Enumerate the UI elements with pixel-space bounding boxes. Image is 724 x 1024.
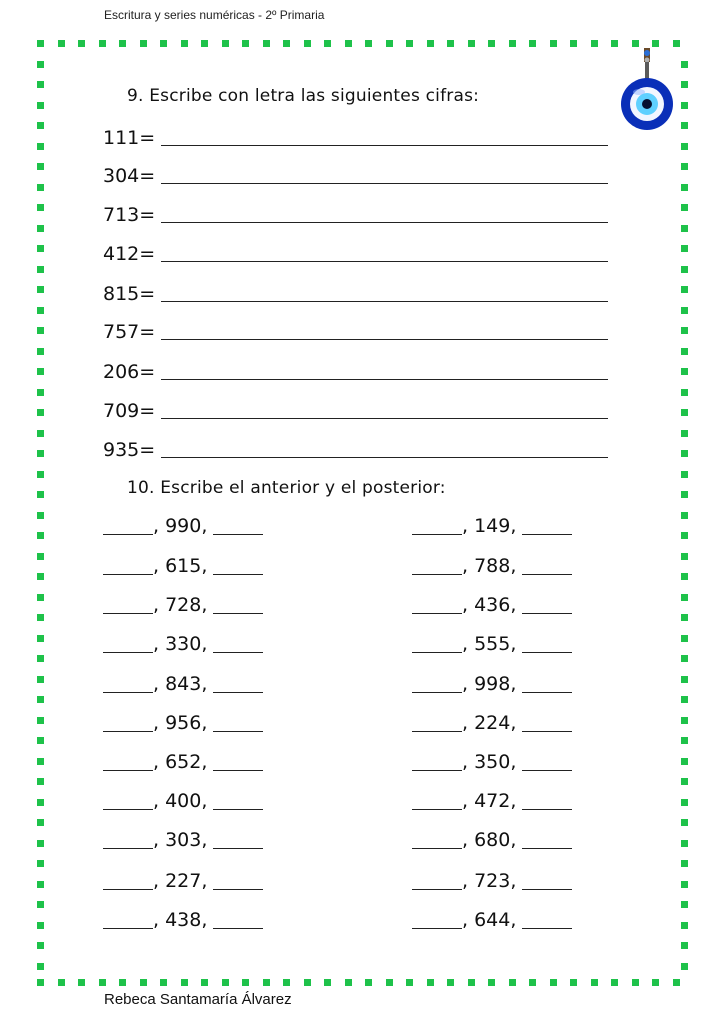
border-dot [365, 979, 372, 986]
answer-line[interactable] [161, 222, 608, 223]
previous-number-blank[interactable] [412, 830, 462, 849]
number-label: 206= [103, 361, 156, 383]
border-dot [406, 979, 413, 986]
border-dot [37, 40, 44, 47]
border-dot [681, 450, 688, 457]
answer-line[interactable] [161, 183, 608, 184]
border-dot [447, 40, 454, 47]
border-dot [99, 40, 106, 47]
border-dot [681, 573, 688, 580]
border-dot [673, 40, 680, 47]
number-label: 111= [103, 127, 156, 149]
border-dot [37, 491, 44, 498]
given-number: 227 [165, 870, 202, 892]
border-dot [37, 81, 44, 88]
border-dot [37, 655, 44, 662]
answer-line[interactable] [161, 339, 608, 340]
given-number: 652 [165, 751, 202, 773]
border-dot [99, 979, 106, 986]
sequence-item: , 615, [103, 555, 263, 577]
border-dot [37, 979, 44, 986]
border-dot [345, 40, 352, 47]
border-dot [37, 676, 44, 683]
border-dot [681, 922, 688, 929]
next-number-blank[interactable] [522, 516, 572, 535]
border-dot [37, 450, 44, 457]
border-dot [37, 245, 44, 252]
border-dot [550, 979, 557, 986]
number-row [103, 361, 161, 385]
number-label: 757= [103, 321, 156, 343]
given-number: 843 [165, 673, 202, 695]
given-number: 644 [474, 909, 511, 931]
border-dot [681, 368, 688, 375]
border-dot [119, 979, 126, 986]
number-label: 815= [103, 283, 156, 305]
number-label: 412= [103, 243, 156, 265]
border-dot [681, 102, 688, 109]
previous-number-blank[interactable] [412, 674, 462, 693]
border-dot [304, 40, 311, 47]
border-dot [37, 758, 44, 765]
next-number-blank[interactable] [522, 871, 572, 890]
sequence-item: , 680, [412, 829, 572, 851]
sequence-item: , 788, [412, 555, 572, 577]
border-dot [263, 40, 270, 47]
border-dot [681, 327, 688, 334]
answer-line[interactable] [161, 379, 608, 380]
border-dot [37, 102, 44, 109]
next-number-blank[interactable] [522, 713, 572, 732]
next-number-blank[interactable] [522, 910, 572, 929]
previous-number-blank[interactable] [412, 791, 462, 810]
border-dot [37, 717, 44, 724]
next-number-blank[interactable] [213, 791, 263, 810]
border-dot [681, 81, 688, 88]
border-dot [681, 430, 688, 437]
border-dot [681, 655, 688, 662]
border-dot [37, 225, 44, 232]
previous-number-blank[interactable] [103, 830, 153, 849]
border-dot [345, 979, 352, 986]
given-number: 472 [474, 790, 511, 812]
number-label: 713= [103, 204, 156, 226]
border-dot [681, 819, 688, 826]
border-dot [681, 266, 688, 273]
border-dot [37, 553, 44, 560]
border-dot [263, 979, 270, 986]
border-dot [37, 532, 44, 539]
border-dot [37, 819, 44, 826]
number-row [103, 243, 161, 267]
number-row [103, 165, 161, 189]
border-dot [681, 184, 688, 191]
border-dot [37, 922, 44, 929]
number-row [103, 439, 161, 463]
given-number: 990 [165, 515, 202, 537]
sequence-item: , 728, [103, 594, 263, 616]
border-dot [591, 40, 598, 47]
border-dot [58, 40, 65, 47]
given-number: 788 [474, 555, 511, 577]
previous-number-blank[interactable] [412, 595, 462, 614]
next-number-blank[interactable] [213, 752, 263, 771]
border-dot [681, 204, 688, 211]
border-dot [681, 286, 688, 293]
border-dot [447, 979, 454, 986]
border-dot [681, 594, 688, 601]
border-dot [37, 614, 44, 621]
border-dot [529, 979, 536, 986]
next-number-blank[interactable] [213, 556, 263, 575]
border-dot [673, 979, 680, 986]
border-dot [37, 594, 44, 601]
next-number-blank[interactable] [213, 871, 263, 890]
border-dot [283, 979, 290, 986]
next-number-blank[interactable] [213, 910, 263, 929]
previous-number-blank[interactable] [412, 910, 462, 929]
sequence-item: , 330, [103, 633, 263, 655]
answer-line[interactable] [161, 301, 608, 302]
border-dot [37, 471, 44, 478]
border-dot [488, 40, 495, 47]
border-dot [632, 979, 639, 986]
border-dot [681, 389, 688, 396]
previous-number-blank[interactable] [103, 752, 153, 771]
next-number-blank[interactable] [213, 595, 263, 614]
border-dot [242, 979, 249, 986]
border-dot [570, 40, 577, 47]
border-dot [78, 40, 85, 47]
border-dot [681, 491, 688, 498]
border-dot [160, 979, 167, 986]
border-dot [140, 979, 147, 986]
border-dot [37, 348, 44, 355]
border-dot [37, 901, 44, 908]
given-number: 728 [165, 594, 202, 616]
border-dot [37, 696, 44, 703]
border-dot [681, 143, 688, 150]
next-number-blank[interactable] [213, 830, 263, 849]
sequence-item: , 438, [103, 909, 263, 931]
previous-number-blank[interactable] [412, 516, 462, 535]
border-dot [681, 61, 688, 68]
border-dot [681, 307, 688, 314]
previous-number-blank[interactable] [412, 752, 462, 771]
next-number-blank[interactable] [213, 634, 263, 653]
number-row [103, 204, 161, 228]
border-dot [681, 122, 688, 129]
border-dot [509, 40, 516, 47]
previous-number-blank[interactable] [103, 791, 153, 810]
number-row [103, 127, 161, 151]
next-number-blank[interactable] [213, 674, 263, 693]
number-row [103, 283, 161, 307]
border-dot [201, 40, 208, 47]
sequence-item: , 723, [412, 870, 572, 892]
border-dot [160, 40, 167, 47]
border-dot [681, 717, 688, 724]
sequence-item: , 843, [103, 673, 263, 695]
previous-number-blank[interactable] [103, 595, 153, 614]
border-dot [681, 348, 688, 355]
border-dot [427, 979, 434, 986]
given-number: 330 [165, 633, 202, 655]
border-dot [181, 40, 188, 47]
border-dot [509, 979, 516, 986]
border-dot [324, 40, 331, 47]
previous-number-blank[interactable] [412, 634, 462, 653]
next-number-blank[interactable] [522, 674, 572, 693]
given-number: 350 [474, 751, 511, 773]
border-dot [550, 40, 557, 47]
given-number: 956 [165, 712, 202, 734]
given-number: 680 [474, 829, 511, 851]
border-dot [681, 696, 688, 703]
previous-number-blank[interactable] [412, 871, 462, 890]
border-dot [681, 963, 688, 970]
border-dot [632, 40, 639, 47]
sequence-item: , 350, [412, 751, 572, 773]
border-dot [681, 799, 688, 806]
border-dot [427, 40, 434, 47]
border-dot [652, 979, 659, 986]
sequence-item: , 652, [103, 751, 263, 773]
border-dot [611, 979, 618, 986]
border-dot [242, 40, 249, 47]
next-number-blank[interactable] [522, 752, 572, 771]
border-dot [681, 778, 688, 785]
border-dot [611, 40, 618, 47]
given-number: 998 [474, 673, 511, 695]
border-dot [37, 286, 44, 293]
page-footer-author: Rebeca Santamaría Álvarez [104, 991, 292, 1008]
given-number: 303 [165, 829, 202, 851]
previous-number-blank[interactable] [103, 674, 153, 693]
border-dot [37, 635, 44, 642]
border-dot [681, 860, 688, 867]
given-number: 438 [165, 909, 202, 931]
given-number: 723 [474, 870, 511, 892]
border-dot [468, 40, 475, 47]
sequence-item: , 956, [103, 712, 263, 734]
sequence-item: , 227, [103, 870, 263, 892]
sequence-item: , 149, [412, 515, 572, 537]
number-row [103, 400, 161, 424]
border-dot [681, 471, 688, 478]
next-number-blank[interactable] [522, 556, 572, 575]
number-row [103, 321, 161, 345]
number-label: 709= [103, 400, 156, 422]
border-dot [37, 266, 44, 273]
page-header: Escritura y series numéricas - 2º Primaria [104, 8, 325, 22]
border-dot [681, 614, 688, 621]
border-dot [488, 979, 495, 986]
border-dot [37, 778, 44, 785]
border-dot [37, 327, 44, 334]
sequence-item: , 224, [412, 712, 572, 734]
number-label: 304= [103, 165, 156, 187]
border-dot [37, 840, 44, 847]
border-dot [681, 635, 688, 642]
border-dot [681, 840, 688, 847]
border-dot [283, 40, 290, 47]
border-dot [37, 122, 44, 129]
border-dot [37, 143, 44, 150]
border-dot [37, 881, 44, 888]
border-dot [78, 979, 85, 986]
border-dot [681, 532, 688, 539]
border-dot [681, 942, 688, 949]
border-dot [681, 676, 688, 683]
border-dot [37, 409, 44, 416]
border-dot [140, 40, 147, 47]
border-dot [201, 979, 208, 986]
border-dot [681, 512, 688, 519]
given-number: 615 [165, 555, 202, 577]
sequence-item: , 436, [412, 594, 572, 616]
previous-number-blank[interactable] [103, 871, 153, 890]
sequence-item: , 990, [103, 515, 263, 537]
given-number: 555 [474, 633, 511, 655]
sequence-item: , 472, [412, 790, 572, 812]
next-number-blank[interactable] [522, 830, 572, 849]
border-dot [681, 737, 688, 744]
previous-number-blank[interactable] [103, 516, 153, 535]
border-dot [37, 573, 44, 580]
border-dot [37, 368, 44, 375]
border-dot [652, 40, 659, 47]
next-number-blank[interactable] [522, 595, 572, 614]
border-dot [37, 430, 44, 437]
sequence-item: , 400, [103, 790, 263, 812]
answer-line[interactable] [161, 261, 608, 262]
border-dot [37, 204, 44, 211]
border-dot [591, 979, 598, 986]
border-dot [304, 979, 311, 986]
given-number: 149 [474, 515, 511, 537]
nazar-evil-eye-amulet-icon [620, 48, 674, 132]
previous-number-blank[interactable] [103, 910, 153, 929]
sequence-item: , 998, [412, 673, 572, 695]
border-dot [37, 184, 44, 191]
border-dot [37, 307, 44, 314]
border-dot [181, 979, 188, 986]
border-dot [37, 963, 44, 970]
border-dot [386, 40, 393, 47]
border-dot [681, 245, 688, 252]
next-number-blank[interactable] [522, 791, 572, 810]
border-dot [37, 61, 44, 68]
border-dot [324, 979, 331, 986]
next-number-blank[interactable] [522, 634, 572, 653]
next-number-blank[interactable] [213, 516, 263, 535]
border-dot [681, 901, 688, 908]
border-dot [222, 40, 229, 47]
border-dot [119, 40, 126, 47]
previous-number-blank[interactable] [103, 556, 153, 575]
border-dot [468, 979, 475, 986]
border-dot [365, 40, 372, 47]
border-dot [529, 40, 536, 47]
border-dot [222, 979, 229, 986]
border-dot [37, 799, 44, 806]
border-dot [681, 225, 688, 232]
previous-number-blank[interactable] [103, 713, 153, 732]
border-dot [37, 737, 44, 744]
given-number: 400 [165, 790, 202, 812]
answer-line[interactable] [161, 457, 608, 458]
border-dot [58, 979, 65, 986]
given-number: 436 [474, 594, 511, 616]
border-dot [37, 860, 44, 867]
border-dot [681, 758, 688, 765]
exercise-9-title: 9. Escribe con letra las siguientes cifras: [127, 86, 480, 106]
border-dot [681, 881, 688, 888]
border-dot [681, 409, 688, 416]
border-dot [681, 553, 688, 560]
border-dot [386, 979, 393, 986]
previous-number-blank[interactable] [103, 634, 153, 653]
border-dot [570, 979, 577, 986]
border-dot [681, 163, 688, 170]
border-dot [406, 40, 413, 47]
border-dot [37, 389, 44, 396]
exercise-10-title: 10. Escribe el anterior y el posterior: [127, 478, 446, 498]
next-number-blank[interactable] [213, 713, 263, 732]
previous-number-blank[interactable] [412, 713, 462, 732]
sequence-item: , 303, [103, 829, 263, 851]
border-dot [37, 512, 44, 519]
given-number: 224 [474, 712, 511, 734]
border-dot [37, 942, 44, 949]
answer-line[interactable] [161, 145, 608, 146]
previous-number-blank[interactable] [412, 556, 462, 575]
answer-line[interactable] [161, 418, 608, 419]
sequence-item: , 644, [412, 909, 572, 931]
number-label: 935= [103, 439, 156, 461]
sequence-item: , 555, [412, 633, 572, 655]
border-dot [37, 163, 44, 170]
